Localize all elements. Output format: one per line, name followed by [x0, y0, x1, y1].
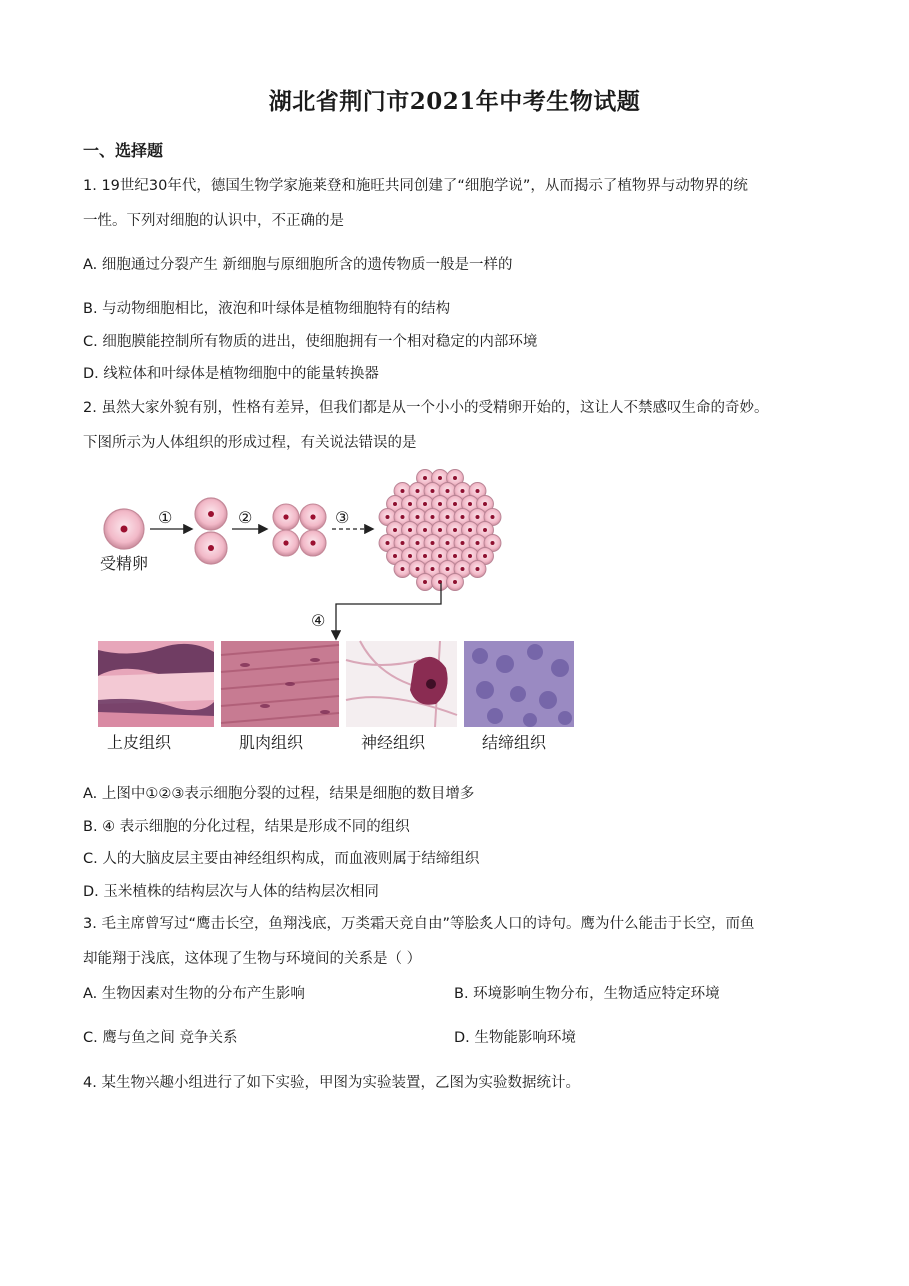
q2-option-a: A. 上图中①②③表示细胞分裂的过程，结果是细胞的数目增多 — [83, 786, 475, 802]
q3-stem-line1: 3. 毛主席曾写过“鹰击长空，鱼翔浅底，万类霜天竞自由”等脍炙人口的诗句。鹰为什么能击于长空，而鱼 — [83, 916, 755, 932]
q3-option-b: B. 环境影响生物分布，生物适应特定环境 — [454, 986, 720, 1002]
page-title: 湖北省荆门市2021年中考生物试题 — [268, 88, 641, 115]
q1-option-b: B. 与动物细胞相比，液泡和叶绿体是植物细胞特有的结构 — [83, 301, 451, 317]
q1-stem-line1: 1. 19世纪30年代，德国生物学家施莱登和施旺共同创建了“细胞学说”，从而揭示了植物界与动物界的统 — [83, 178, 748, 194]
q1-option-d: D. 线粒体和叶绿体是植物细胞中的能量转换器 — [83, 366, 379, 382]
connective-tissue-image — [464, 641, 574, 727]
step4-label: ④ — [311, 611, 326, 630]
epithelial-label: 上皮组织 — [107, 733, 172, 752]
q3-option-a: A. 生物因素对生物的分布产生影响 — [83, 986, 305, 1002]
section-heading: 一、选择题 — [83, 141, 164, 160]
nerve-tissue-image — [346, 641, 457, 727]
step1-label: ① — [158, 508, 173, 527]
step4-arrow — [336, 583, 441, 638]
zygote-label: 受精卵 — [100, 554, 149, 573]
q1-stem-line2: 一性。下列对细胞的认识中，不正确的是 — [83, 213, 344, 229]
q2-option-c: C. 人的大脑皮层主要由神经组织构成，而血液则属于结缔组织 — [83, 851, 480, 867]
muscle-label: 肌肉组织 — [239, 733, 304, 752]
epithelial-tissue-image — [98, 641, 214, 727]
step3-label: ③ — [335, 508, 350, 527]
q4-stem-line1: 4. 某生物兴趣小组进行了如下实验，甲图为实验装置，乙图为实验数据统计。 — [83, 1075, 580, 1091]
q2-stem-line1: 2. 虽然大家外貌有别，性格有差异，但我们都是从一个小小的受精卵开始的，这让人不禁感叹生命的奇妙。 — [83, 400, 769, 416]
step2-label: ② — [238, 508, 253, 527]
nerve-label: 神经组织 — [361, 733, 426, 752]
cell-cluster — [379, 470, 501, 591]
q3-option-d: D. 生物能影响环境 — [454, 1030, 576, 1046]
zygote-cell — [104, 509, 144, 549]
connective-label: 结缔组织 — [482, 733, 547, 752]
q1-option-a: A. 细胞通过分裂产生 新细胞与原细胞所含的遗传物质一般是一样的 — [83, 257, 513, 273]
two-cell-stage — [195, 498, 227, 564]
q2-stem-line2: 下图所示为人体组织的形成过程，有关说法错误的是 — [83, 435, 417, 451]
four-cell-stage — [273, 504, 326, 556]
muscle-tissue-image — [221, 641, 339, 727]
q3-option-c: C. 鹰与鱼之间 竞争关系 — [83, 1030, 238, 1046]
q1-option-c: C. 细胞膜能控制所有物质的进出，使细胞拥有一个相对稳定的内部环境 — [83, 334, 538, 350]
q3-stem-line2: 却能翔于浅底，这体现了生物与环境间的关系是（ ） — [83, 951, 422, 967]
q2-option-b: B. ④ 表示细胞的分化过程，结果是形成不同的组织 — [83, 819, 410, 835]
q2-option-d: D. 玉米植株的结构层次与人体的结构层次相同 — [83, 884, 379, 900]
